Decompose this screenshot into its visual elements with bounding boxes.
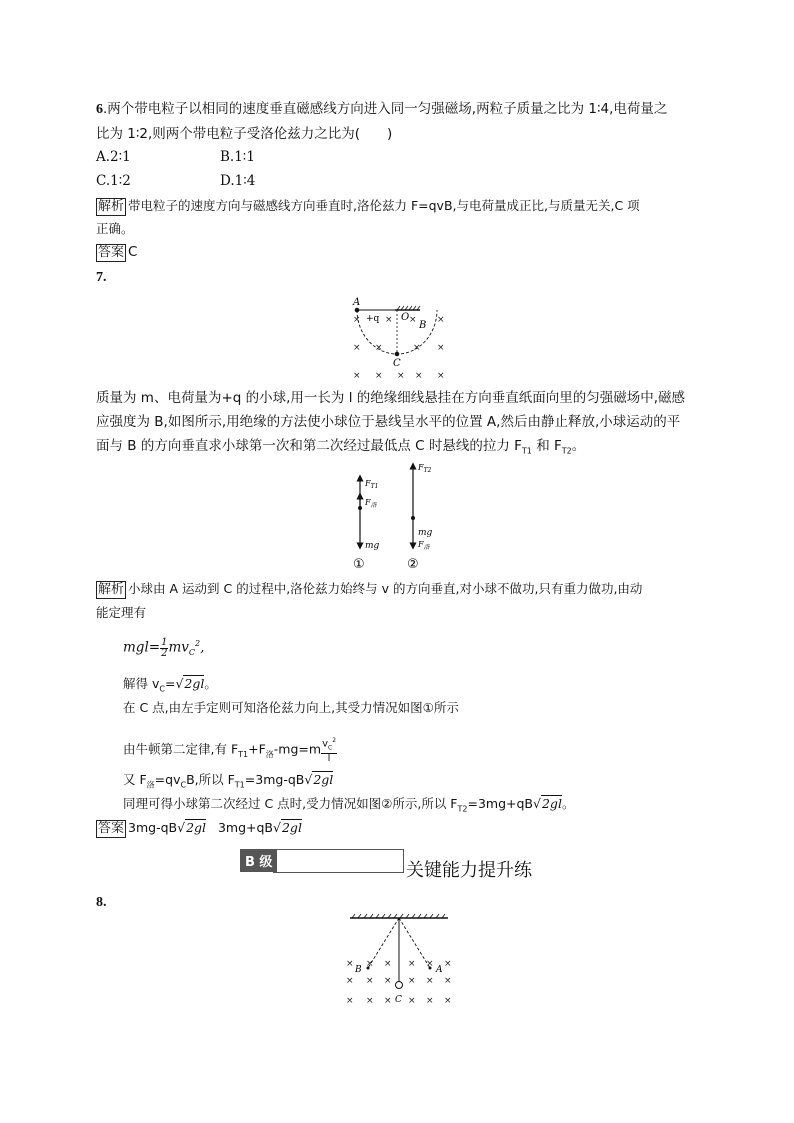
svg-text:×: × [408,959,416,969]
svg-text:×: × [384,959,392,969]
svg-text:×: × [346,996,354,1006]
q8-figure-pendulum [342,910,454,1008]
q7-direction-line: 在 C 点,由左手定则可知洛伦兹力向上,其受力情况如图①所示 [123,700,459,715]
q6-option-d: D.1∶4 [220,173,256,189]
d1-ft1: $F_{T1}$ [365,479,379,490]
label-b: B [419,320,427,331]
q7-newton-line: 由牛顿第二定律,有 $F_{T1}+F_洛-mg=m$ $\frac{v_C^2}{l}$ [123,737,337,765]
svg-text:×: × [384,996,392,1006]
section-blank-bar [273,849,404,873]
svg-text:×: × [408,976,416,986]
q6-stem-line2: 比为 1∶2,则两个带电粒子受洛伦兹力之比为( ) [96,126,393,142]
svg-text:×: × [426,976,434,986]
section-title: 关键能力提升练 [406,860,532,881]
q6-analysis-text1: 带电粒子的速度方向与磁感线方向垂直时,洛伦兹力 F=qvB,与电荷量成正比,与质量无关,C 项 [128,198,640,213]
label-a: A [353,297,361,308]
svg-text:×: × [385,315,393,325]
svg-text:×: × [409,315,417,325]
q6-answer-value: C [128,244,138,260]
q7-analysis-line2: 能定理有 [96,605,147,620]
q7-figure-pendulum [335,292,465,382]
q7-equation1: mgl= $\frac{1}{2}$ $mv_C^2$, [123,636,205,659]
ball-c [395,352,400,357]
svg-text:×: × [444,976,452,986]
q6-answer-line [96,243,137,262]
svg-text:×: × [353,343,361,353]
svg-text:×: × [375,371,383,381]
d1-mg: mg [365,541,380,551]
svg-text:×: × [437,371,445,381]
q6-option-c: C.1∶2 [96,173,131,189]
q6-stem-line1 [96,100,667,119]
svg-text:×: × [366,996,374,1006]
q7-also-line: 又 $F_洛=qv_CB$,所以 $F_{T1}=3mg-qB√2gl$ [123,772,334,790]
q6-analysis-line1 [96,196,640,216]
q7-second-line: 同理可得小球第二次经过 C 点时,受力情况如图②所示,所以 $F_{T2}=3mg+qB√2gl$。 [123,796,575,814]
q7-analysis-line1: 解析 小球由 A 运动到 C 的过程中,洛伦兹力始终与 v 的方向垂直,对小球不做功,只有重力做功,由动 [98,581,643,597]
svg-text:×: × [353,315,361,325]
svg-text:×: × [426,996,434,1006]
q8-number-line: 8. [96,895,107,910]
ball-a [355,308,360,313]
svg-text:×: × [437,343,445,353]
q8-number: 8 [96,895,103,910]
svg-text:×: × [353,371,361,381]
q6-option-b: B.1∶1 [220,149,255,165]
q6-stem-text1: .两个带电粒子以相同的速度垂直磁感线方向进入同一匀强磁场,两粒子质量之比为 1∶4,电荷量之 [103,101,668,117]
svg-text:×: × [415,371,423,381]
q7-answer-tag: 答案 [98,821,125,836]
label-o: O [401,312,410,323]
q8-label-c: C [395,995,402,1005]
svg-text:×: × [444,996,452,1006]
q6-analysis-tag: 解析 [98,199,125,214]
label-c: C [393,358,401,369]
svg-text:×: × [366,959,374,969]
q6-answer-tag: 答案 [98,245,125,260]
q6-number: 6 [96,102,103,117]
d1-fluo: $F_洛$ [365,498,377,509]
svg-text:×: × [366,976,374,986]
svg-text:×: × [426,959,434,969]
q6-analysis-line2: 正确。 [96,221,134,236]
d2-mg: mg [418,528,433,538]
q8-label-b: B [355,965,362,975]
magnetic-field-crosses [353,315,445,381]
svg-text:×: × [346,959,354,969]
d2-fluo: $F_洛$ [418,540,430,551]
svg-text:×: × [413,343,421,353]
q7-number-line: 7. [96,270,107,285]
label-diagram1: ① [353,557,365,572]
ball-c-q8 [396,982,403,989]
q7-equation2: 解得 $v_C=√2gl$。 [123,676,217,694]
label-diagram2: ② [407,557,419,572]
svg-text:×: × [397,371,405,381]
q7-number: 7 [96,270,103,285]
q7-answer-line: 答案 3mg-qB√2gl 3mg+qB√2gl [98,820,302,836]
q8-label-a: A [436,965,443,975]
q7-force-diagrams [340,458,460,572]
svg-text:×: × [408,996,416,1006]
d2-ft2: $F_{T2}$ [418,463,432,474]
q6-option-a: A.2∶1 [96,149,131,165]
q7-stem-line2: 应强度为 B,如图所示,用绝缘的方法使小球位于悬线呈水平的位置 A,然后由静止释放,小球运动的平 [96,414,681,430]
q7-stem-line1: 质量为 m、电荷量为+q 的小球,用一长为 l 的绝缘细线悬挂在方向垂直纸面向里的匀强磁场中,磁感 [96,390,686,406]
svg-text:×: × [444,959,452,969]
svg-text:×: × [346,976,354,986]
svg-text:×: × [384,976,392,986]
q7-analysis-tag: 解析 [98,582,125,597]
svg-text:×: × [437,315,445,325]
label-q: +q [366,314,380,324]
q7-stem-line3: 面与 B 的方向垂直求小球第一次和第二次经过最低点 C 时悬线的拉力 $F_{T1}$ 和 $F_{T2}$。 [96,438,586,456]
svg-text:×: × [375,343,383,353]
section-level-badge: B 级 [240,849,277,872]
